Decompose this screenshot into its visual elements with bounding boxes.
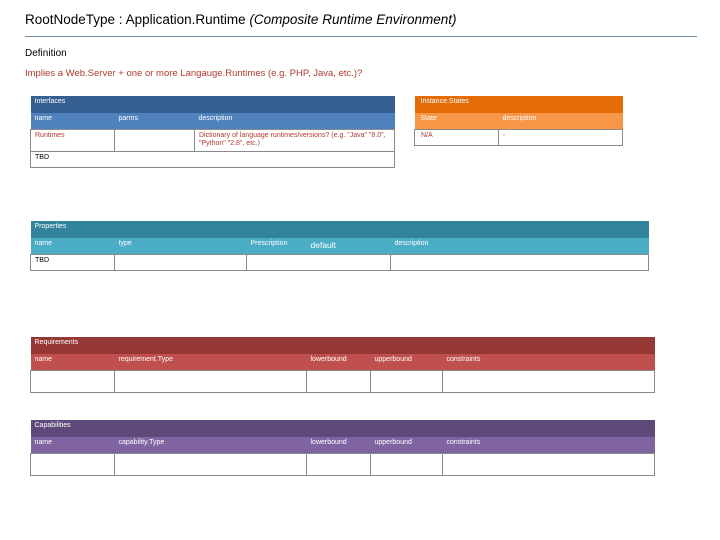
state-description: - (499, 129, 623, 145)
interfaces-header-row (31, 113, 395, 129)
col-header: constraints (446, 356, 481, 363)
properties-header-row (31, 238, 649, 254)
title-subtitle: (Composite Runtime Environment) (249, 12, 457, 27)
col-header: capability.Type (118, 439, 165, 446)
capabilities-title-row (31, 420, 655, 437)
table-cell (307, 453, 371, 475)
table-row (31, 129, 395, 152)
col-header: lowerbound (310, 439, 347, 446)
requirements-table (30, 337, 655, 393)
table-row (31, 453, 655, 475)
interfaces-tbd: TBD (31, 152, 395, 168)
table-cell (247, 254, 307, 270)
col-header: default (310, 240, 337, 250)
interface-parms (115, 129, 195, 152)
interface-description: Dictionary of language runtimes/versions? (e.g. "Java" "8.0", "Python" "2.8", etc.) (195, 129, 395, 152)
properties-title: Properties (34, 223, 67, 230)
table-cell (391, 254, 649, 270)
table-cell (443, 370, 655, 392)
requirements-header-row (31, 354, 655, 370)
instance-states-header-row (415, 113, 623, 129)
table-row (31, 152, 395, 168)
table-cell (371, 453, 443, 475)
table-row (31, 370, 655, 392)
col-header: name (34, 115, 53, 122)
instance-states-table (414, 96, 623, 146)
implies-text: Implies a Web.Server + one or more Langauge.Runtimes (e.g. PHP, Java, etc.)? (25, 68, 363, 79)
state-value: N/A (415, 129, 499, 145)
col-header: Prescription (250, 240, 288, 247)
table-cell (115, 254, 247, 270)
properties-table (30, 221, 649, 271)
col-header: constraints (446, 439, 481, 446)
table-cell (31, 370, 115, 392)
col-header: lowerbound (310, 356, 347, 363)
col-header: upperbound (374, 356, 412, 363)
table-row (31, 254, 649, 270)
interfaces-title-row (31, 96, 395, 113)
col-header: upperbound (374, 439, 412, 446)
table-cell (31, 453, 115, 475)
properties-title-row (31, 221, 649, 238)
capabilities-table (30, 420, 655, 476)
col-header: State (420, 115, 437, 122)
instance-states-title-row (415, 96, 623, 113)
requirements-title-row (31, 337, 655, 354)
requirements-title: Requirements (34, 339, 79, 346)
table-row (415, 129, 623, 145)
col-header: name (34, 356, 53, 363)
title-divider (25, 36, 697, 37)
title-type-label: RootNodeType : (25, 12, 126, 27)
col-header: requirement.Type (118, 356, 173, 363)
capabilities-header-row (31, 437, 655, 453)
interface-name: Runtimes (31, 129, 115, 152)
page-title (25, 12, 457, 27)
instance-states-title: Instance.States (420, 98, 469, 105)
table-cell (115, 453, 307, 475)
col-header: name (34, 439, 53, 446)
col-header: description (198, 115, 233, 122)
definition-heading: Definition (25, 48, 67, 59)
col-header: description (394, 240, 429, 247)
col-header: parms (118, 115, 138, 122)
col-header: description (502, 115, 537, 122)
table-cell (307, 370, 371, 392)
properties-tbd: TBD (31, 254, 115, 270)
interfaces-table (30, 96, 395, 168)
table-cell (307, 254, 391, 270)
col-header: name (34, 240, 53, 247)
interfaces-title: Interfaces (34, 98, 66, 105)
table-cell (371, 370, 443, 392)
table-cell (115, 370, 307, 392)
col-header: type (118, 240, 132, 247)
capabilities-title: Capabilities (34, 422, 71, 429)
title-name: Application.Runtime (125, 12, 246, 27)
table-cell (443, 453, 655, 475)
